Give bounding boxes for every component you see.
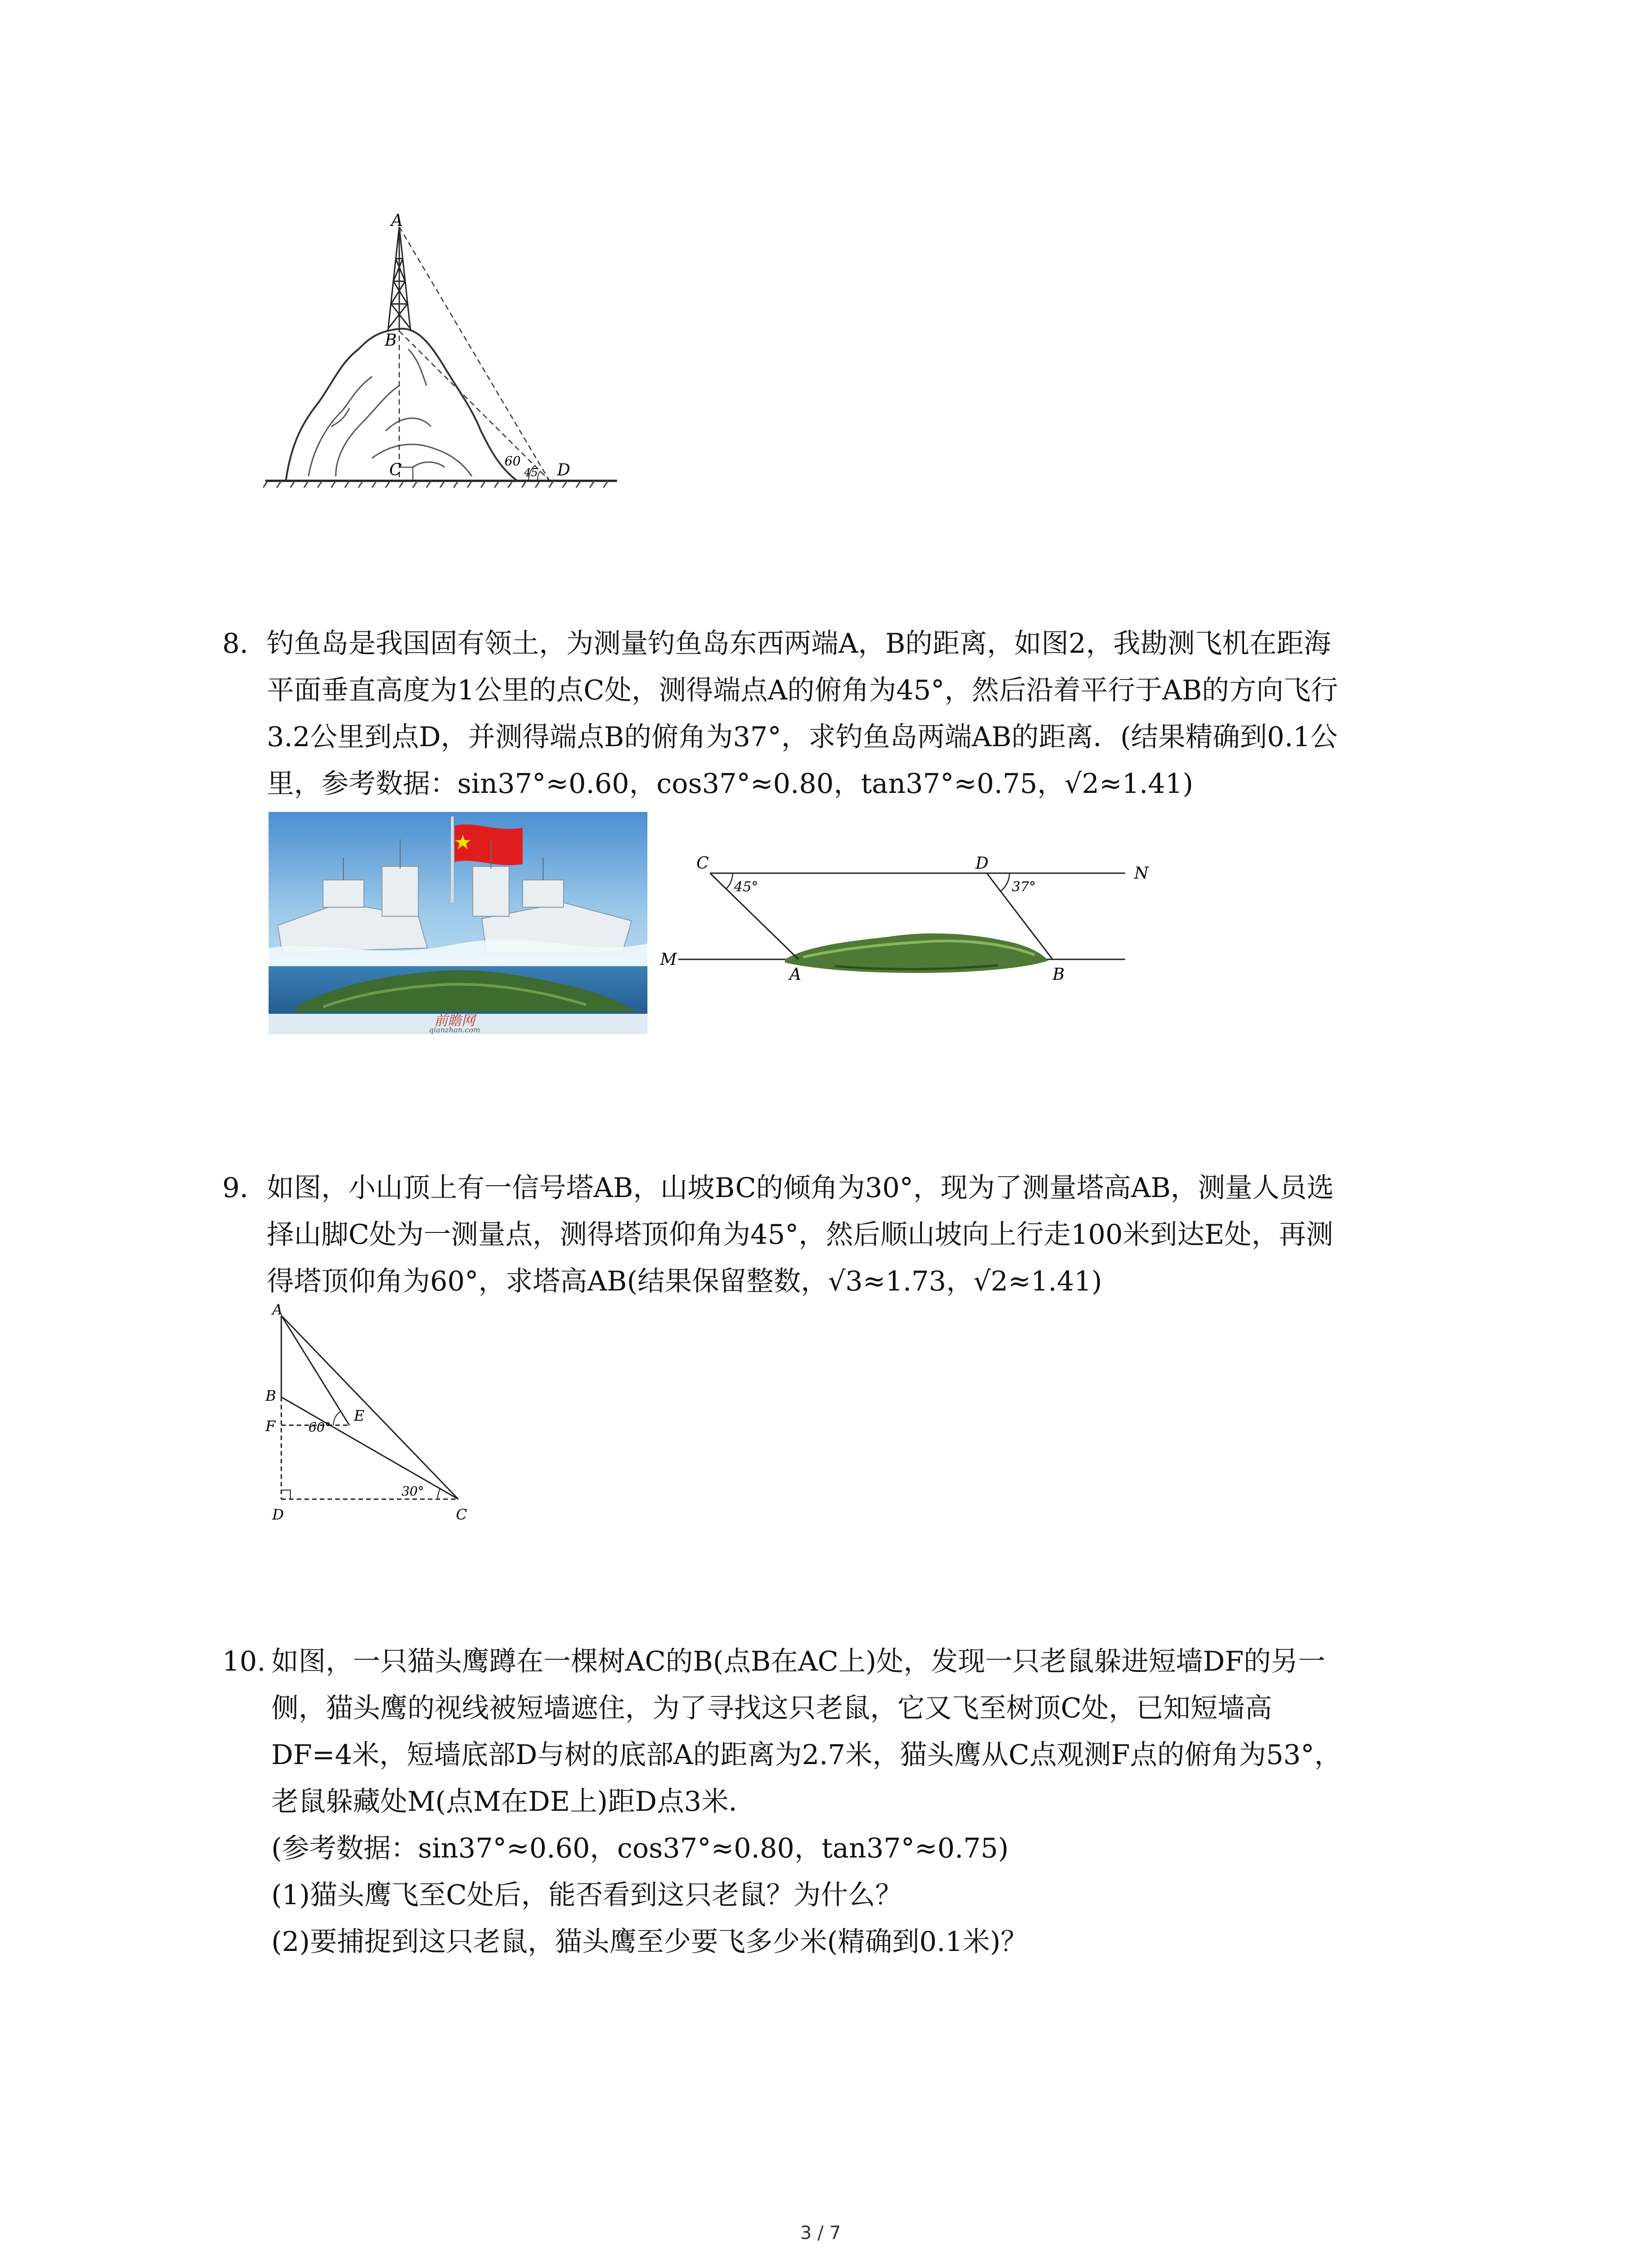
question-10-line-2: 侧，猫头鹰的视线被短墙遮住，为了寻找这只老鼠，它又飞至树顶C处，已知短墙高	[271, 1692, 1272, 1724]
q8-label-n: N	[1134, 864, 1149, 883]
q8-label-d: D	[975, 854, 989, 873]
question-10-number: 10.	[222, 1646, 266, 1677]
question-8-line-1: 钓鱼岛是我国固有领土，为测量钓鱼岛东西两端A，B的距离，如图2，我勘测飞机在距海	[267, 628, 1331, 660]
question-10-line-5: (参考数据：sin37°≈0.60，cos37°≈0.80，tan37°≈0.75)	[271, 1833, 1009, 1864]
fig7-angle-60: 60	[505, 454, 521, 469]
q9-label-d: D	[272, 1506, 284, 1523]
question-10-line-4: 老鼠躲藏处M(点M在DE上)距D点3米．	[271, 1786, 756, 1818]
fig7-label-d: D	[557, 461, 570, 479]
q9-label-c: C	[456, 1506, 467, 1523]
q9-label-a: A	[272, 1301, 283, 1318]
q9-angle-60: 60°	[309, 1420, 331, 1435]
tower-mountain-figure	[263, 213, 626, 503]
question-8-number: 8.	[222, 628, 249, 660]
signal-tower-diagram	[254, 1297, 508, 1533]
question-9-line-1: 如图，小山顶上有一信号塔AB，山坡BC的倾角为30°，现为了测量塔高AB，测量人员选	[267, 1172, 1334, 1204]
question-10	[222, 1638, 1443, 1965]
q8-label-a: A	[789, 965, 801, 984]
q8-angle-45: 45°	[734, 879, 759, 895]
question-10-line-3: DF=4米，短墙底部D与树的底部A的距离为2.7米，猫头鹰从C点观测F点的俯角为53°，	[271, 1739, 1342, 1771]
fig7-label-a: A	[391, 213, 403, 230]
fig7-angle-45: 45	[524, 466, 538, 479]
question-10-line-1: 如图，一只猫头鹰蹲在一棵树AC的B(点B在AC上)处，发现一只老鼠躲进短墙DF的另一	[271, 1646, 1326, 1677]
question-8	[222, 621, 1443, 807]
fig7-label-b: B	[385, 331, 397, 350]
question-9-line-2: 择山脚C处为一测量点，测得塔顶仰角为45°，然后顺山坡向上行走100米到达E处，再测	[267, 1219, 1333, 1251]
fig7-label-c: C	[389, 461, 402, 479]
question-9-number: 9.	[222, 1172, 249, 1204]
question-8-line-2: 平面垂直高度为1公里的点C处，测得端点A的俯角为45°，然后沿着平行于AB的方向飞行	[267, 675, 1338, 706]
q8-label-c: C	[696, 854, 709, 873]
diaoyu-island-photo	[269, 812, 647, 1034]
q8-angle-37: 37°	[1012, 879, 1036, 895]
q8-label-m: M	[660, 950, 677, 969]
diaoyu-geometry-diagram	[653, 844, 1175, 993]
question-9-line-3: 得塔顶仰角为60°，求塔高AB(结果保留整数，√3≈1.73，√2≈1.41)	[267, 1266, 1102, 1297]
q9-label-b: B	[265, 1387, 276, 1404]
q9-angle-30: 30°	[402, 1484, 424, 1499]
q9-label-e: E	[354, 1407, 365, 1424]
q8-label-b: B	[1053, 965, 1065, 984]
q9-label-f: F	[265, 1418, 276, 1435]
photo-watermark: 前瞻网	[434, 1013, 475, 1029]
question-8-line-4: 里，参考数据：sin37°≈0.60，cos37°≈0.80，tan37°≈0.75，√2≈1.41)	[267, 768, 1193, 800]
photo-url: qianzhan.com	[429, 1026, 480, 1034]
question-8-line-3: 3.2公里到点D，并测得端点B的俯角为37°，求钓鱼岛两端AB的距离．(结果精确到0.1公	[267, 721, 1338, 753]
question-10-line-7: (2)要捕捉到这只老鼠，猫头鹰至少要飞多少米(精确到0.1米)？	[271, 1926, 1028, 1958]
question-9	[222, 1165, 1443, 1305]
page-number: 3 / 7	[800, 2223, 841, 2244]
question-10-line-6: (1)猫头鹰飞至C处后，能否看到这只老鼠？为什么？	[271, 1879, 902, 1911]
